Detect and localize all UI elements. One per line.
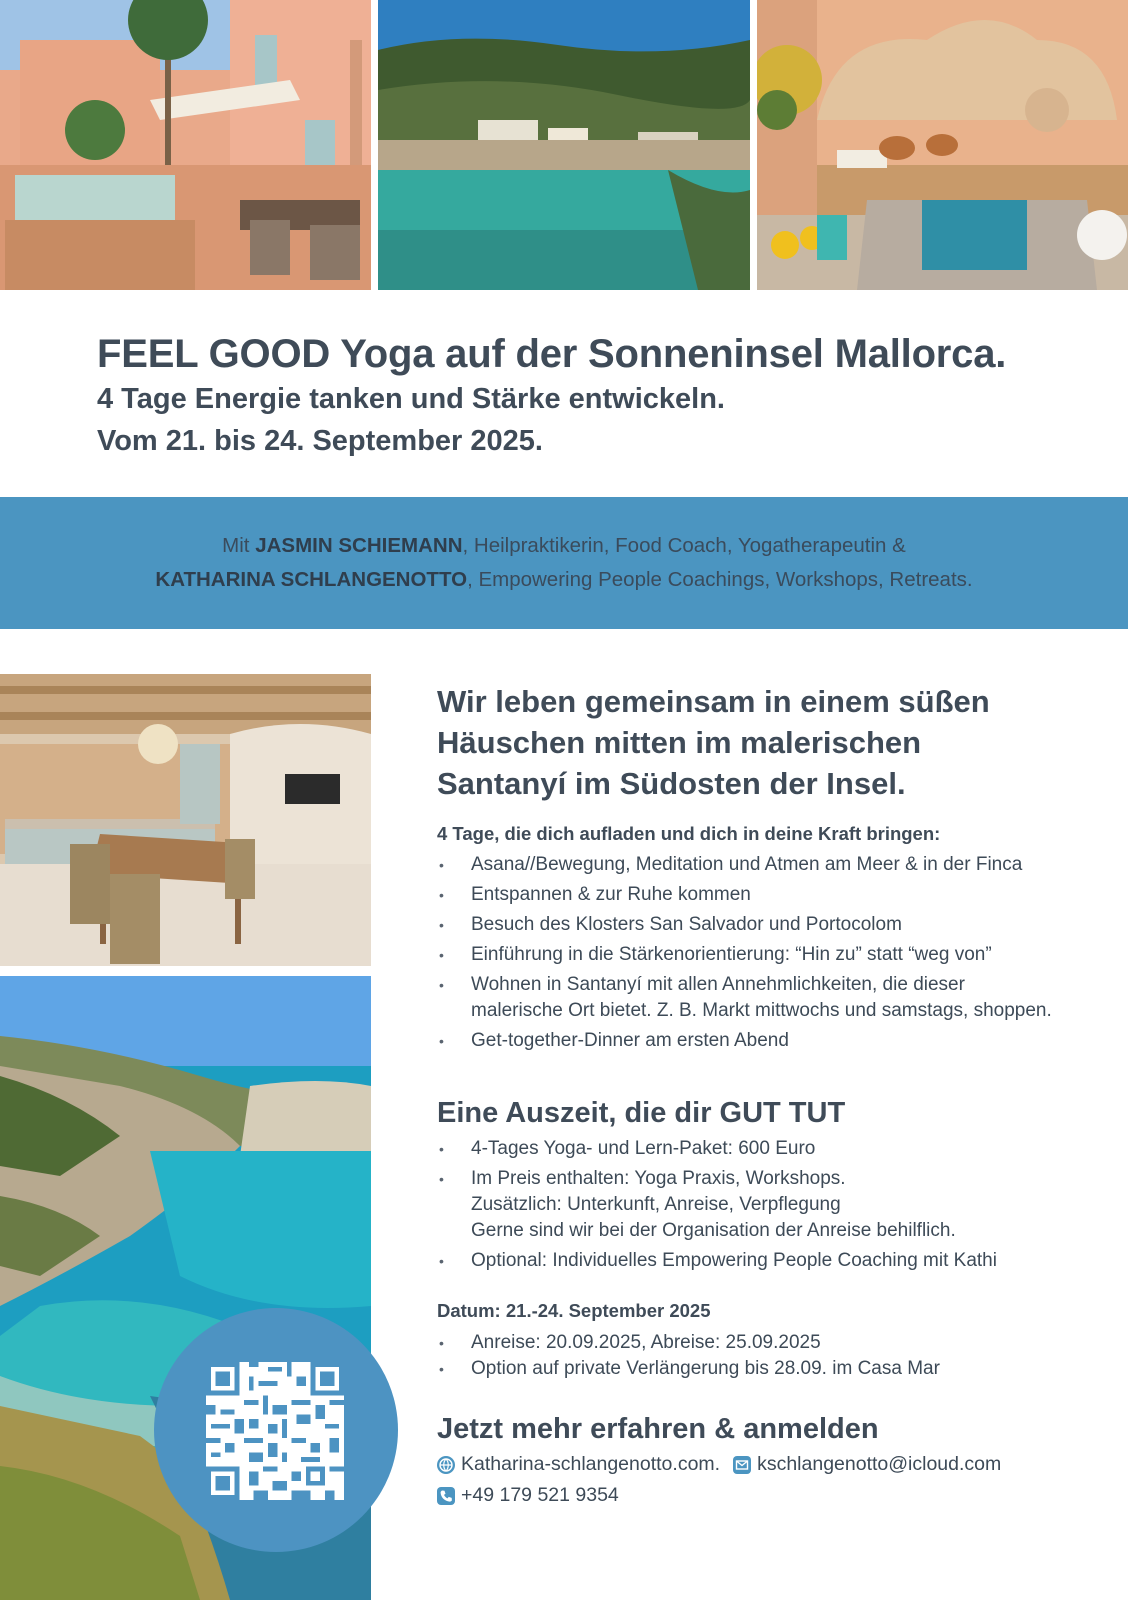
list-item: • Option auf private Verlängerung bis 28.09. im Casa Mar [437, 1356, 1097, 1382]
host-name-katharina: KATHARINA SCHLANGENOTTO [155, 568, 468, 591]
list-item: • Entspannen & zur Ruhe kommen [437, 882, 1097, 908]
list-item: • Einführung in die Stärkenorientierung: “Hin zu” statt “weg von” [437, 942, 1097, 968]
photo-dining-room [0, 674, 371, 966]
contact-row-2 [437, 1484, 619, 1507]
hosts-line-1 [0, 534, 1128, 558]
website-link[interactable]: Katharina-schlangenotto.com. [461, 1453, 721, 1475]
intro-heading [437, 681, 1097, 804]
page-subtitle: 4 Tage Energie tanken und Stärke entwickeln. [97, 383, 725, 415]
qr-code[interactable] [206, 1362, 344, 1500]
phone-icon [437, 1487, 455, 1505]
email-link[interactable]: kschlangenotto@icloud.com [757, 1453, 1002, 1475]
contact-row-1 [437, 1453, 1001, 1476]
list-item: • Asana//Bewegung, Meditation und Atmen am Meer & in der Finca [437, 852, 1097, 878]
list-item: • Optional: Individuelles Empowering People Coaching mit Kathi [437, 1248, 1097, 1274]
days-heading: 4 Tage, die dich aufladen und dich in deine Kraft bringen: [437, 823, 941, 844]
photo-bay-boathouses [378, 0, 750, 290]
days-list [437, 852, 1097, 1058]
list-item: • Wohnen in Santanyí mit allen Annehmlichkeiten, die dieser malerische Ort bietet. Z. B. Markt mittwochs und samstags, shoppen. [437, 972, 1097, 1024]
hosts-line-2 [0, 568, 1128, 592]
event-dates: Vom 21. bis 24. September 2025. [97, 425, 543, 457]
auszeit-list [437, 1136, 1097, 1274]
hosts-prefix: Mit [222, 534, 256, 557]
host-role-jasmin: , Heilpraktikerin, Food Coach, Yogatherapeutin & [462, 534, 906, 557]
qr-code-badge[interactable] [154, 1308, 398, 1552]
mail-icon [733, 1456, 751, 1474]
page-title: FEEL GOOD Yoga auf der Sonneninsel Mallorca. [97, 332, 1007, 376]
photo-courtyard-pool [0, 0, 371, 290]
globe-icon [437, 1456, 455, 1474]
list-item: • Besuch des Klosters San Salvador und Portocolom [437, 912, 1097, 938]
contact-heading: Jetzt mehr erfahren & anmelden [437, 1413, 879, 1445]
auszeit-heading: Eine Auszeit, die dir GUT TUT [437, 1097, 846, 1129]
list-item: • Im Preis enthalten: Yoga Praxis, Workshops. Zusätzlich: Unterkunft, Anreise, Verpflegung Gerne sind wir bei der Organisation der Anreise behilflich. [437, 1166, 1097, 1244]
intro-heading-line-3: Santanyí im Südosten der Insel. [437, 766, 906, 801]
host-name-jasmin: JASMIN SCHIEMANN [255, 534, 463, 557]
intro-heading-line-2: Häuschen mitten im malerischen [437, 725, 922, 760]
hosts-banner [0, 497, 1128, 629]
list-item: • 4-Tages Yoga- und Lern-Paket: 600 Euro [437, 1136, 1097, 1162]
list-item: • Anreise: 20.09.2025, Abreise: 25.09.2025 [437, 1330, 1097, 1356]
phone-number[interactable]: +49 179 521 9354 [461, 1484, 619, 1506]
intro-heading-line-1: Wir leben gemeinsam in einem süßen [437, 684, 990, 719]
host-role-katharina: , Empowering People Coachings, Workshops, Retreats. [467, 568, 973, 591]
datum-list [437, 1330, 1097, 1382]
datum-heading: Datum: 21.-24. September 2025 [437, 1300, 711, 1321]
list-item: • Get-together-Dinner am ersten Abend [437, 1028, 1097, 1054]
photo-terrace-fountain [757, 0, 1128, 290]
